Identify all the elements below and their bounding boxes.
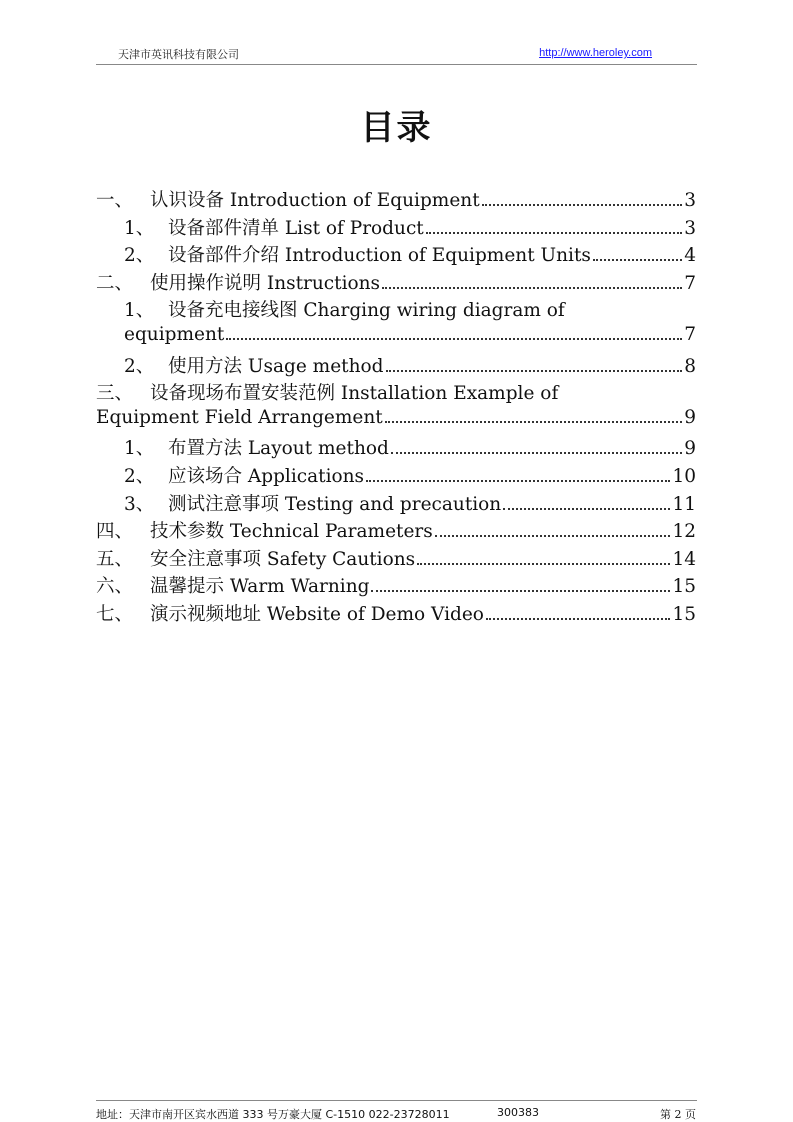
toc-entry[interactable]: [96, 434, 696, 462]
toc-entry[interactable]: [96, 517, 696, 545]
toc-entry-number: 1、: [124, 217, 155, 239]
toc-dot-leader: [417, 563, 670, 565]
toc-entry-number: 1、: [124, 438, 155, 460]
toc-entry-page: 15: [672, 576, 696, 598]
toc-dot-leader: [503, 508, 670, 510]
page-title: 目录: [360, 108, 433, 148]
toc-entry-title: 认识设备 Introduction of Equipment: [150, 190, 480, 211]
toc-dot-leader: [426, 232, 682, 234]
table-of-contents: [96, 186, 696, 628]
footer-address: 地址：天津市南开区宾水西道 333 号万豪大厦 C-1510 022-23728011: [96, 1108, 450, 1121]
toc-dot-leader: [382, 287, 682, 289]
toc-entry-number: 一、: [96, 190, 134, 211]
footer-zip: 300383: [497, 1106, 539, 1119]
toc-entry[interactable]: [96, 462, 696, 490]
toc-entry-number: 2、: [124, 245, 155, 267]
toc-entry-number: 五、: [96, 548, 134, 570]
toc-entry-number: 1、: [124, 300, 155, 322]
footer-page-number: 第 2 页: [660, 1108, 696, 1121]
header-divider: [96, 64, 697, 65]
header-url-link[interactable]: http://www.heroley.com: [539, 47, 652, 59]
toc-dot-leader: [371, 590, 670, 592]
toc-entry-title: 设备现场布置安装范例 Installation Example of: [150, 383, 559, 405]
toc-entry-title: 演示视频地址 Website of Demo Video: [150, 603, 484, 625]
toc-dot-leader: [482, 204, 683, 206]
toc-entry-page: 8: [684, 355, 696, 377]
toc-dot-leader: [366, 480, 670, 482]
toc-entry-number: 六、: [96, 576, 134, 598]
toc-entry-page: 4: [684, 245, 696, 267]
toc-entry-page: 9: [684, 406, 696, 428]
toc-entry-title: Equipment Field Arrangement: [96, 406, 383, 428]
header-company: 天津市英讯科技有限公司: [118, 48, 239, 61]
toc-entry-number: 二、: [96, 272, 134, 294]
toc-entry-number: 四、: [96, 521, 134, 543]
toc-entry-page: 10: [672, 465, 696, 487]
toc-dot-leader: [385, 421, 683, 423]
toc-entry[interactable]: [96, 545, 696, 573]
toc-entry-title: equipment: [124, 323, 225, 345]
toc-dot-leader: [226, 338, 682, 340]
toc-entry-title: 测试注意事项 Testing and precaution: [168, 493, 502, 515]
toc-entry-page: 14: [672, 548, 696, 570]
toc-entry-page: 11: [672, 493, 696, 515]
toc-entry-title: 应该场合 Applications: [168, 465, 365, 487]
toc-entry[interactable]: [96, 600, 696, 628]
toc-entry-page: 3: [684, 190, 696, 211]
footer-divider: [96, 1100, 697, 1101]
toc-entry-page: 9: [684, 438, 696, 460]
toc-entry-title: 设备部件介绍 Introduction of Equipment Units: [168, 245, 591, 267]
toc-entry-page: 7: [684, 272, 696, 294]
toc-dot-leader: [593, 259, 682, 261]
toc-entry-title: 布置方法 Layout method: [168, 438, 389, 460]
toc-entry-page: 12: [672, 521, 696, 543]
toc-entry-title: 使用操作说明 Instructions: [150, 272, 381, 294]
toc-entry-page: 15: [672, 603, 696, 625]
toc-entry[interactable]: [96, 296, 696, 324]
toc-entry[interactable]: [96, 269, 696, 297]
toc-entry[interactable]: [96, 214, 696, 242]
toc-dot-leader: [435, 535, 671, 537]
toc-entry[interactable]: [96, 407, 696, 435]
toc-entry-title: 设备部件清单 List of Product: [168, 217, 424, 239]
toc-entry-title: 温馨提示 Warm Warning: [150, 576, 370, 598]
toc-entry-title: 使用方法 Usage method: [168, 355, 384, 377]
toc-entry-number: 2、: [124, 465, 155, 487]
toc-entry[interactable]: [96, 324, 696, 352]
toc-entry-number: 七、: [96, 603, 134, 625]
toc-entry-page: 7: [684, 323, 696, 345]
toc-entry[interactable]: [96, 241, 696, 269]
toc-entry-title: 安全注意事项 Safety Cautions: [150, 548, 416, 570]
toc-entry[interactable]: [96, 186, 696, 214]
toc-entry[interactable]: [96, 572, 696, 600]
toc-dot-leader: [486, 618, 671, 620]
toc-entry[interactable]: [96, 490, 696, 518]
toc-dot-leader: [391, 452, 682, 454]
toc-entry-number: 2、: [124, 355, 155, 377]
toc-entry-number: 3、: [124, 493, 155, 515]
toc-entry-title: 设备充电接线图 Charging wiring diagram of: [168, 300, 565, 322]
toc-entry-page: 3: [684, 217, 696, 239]
toc-entry-number: 三、: [96, 383, 134, 405]
toc-dot-leader: [386, 370, 683, 372]
toc-entry-title: 技术参数 Technical Parameters: [150, 521, 433, 543]
toc-entry[interactable]: [96, 379, 696, 407]
toc-entry[interactable]: [96, 352, 696, 380]
